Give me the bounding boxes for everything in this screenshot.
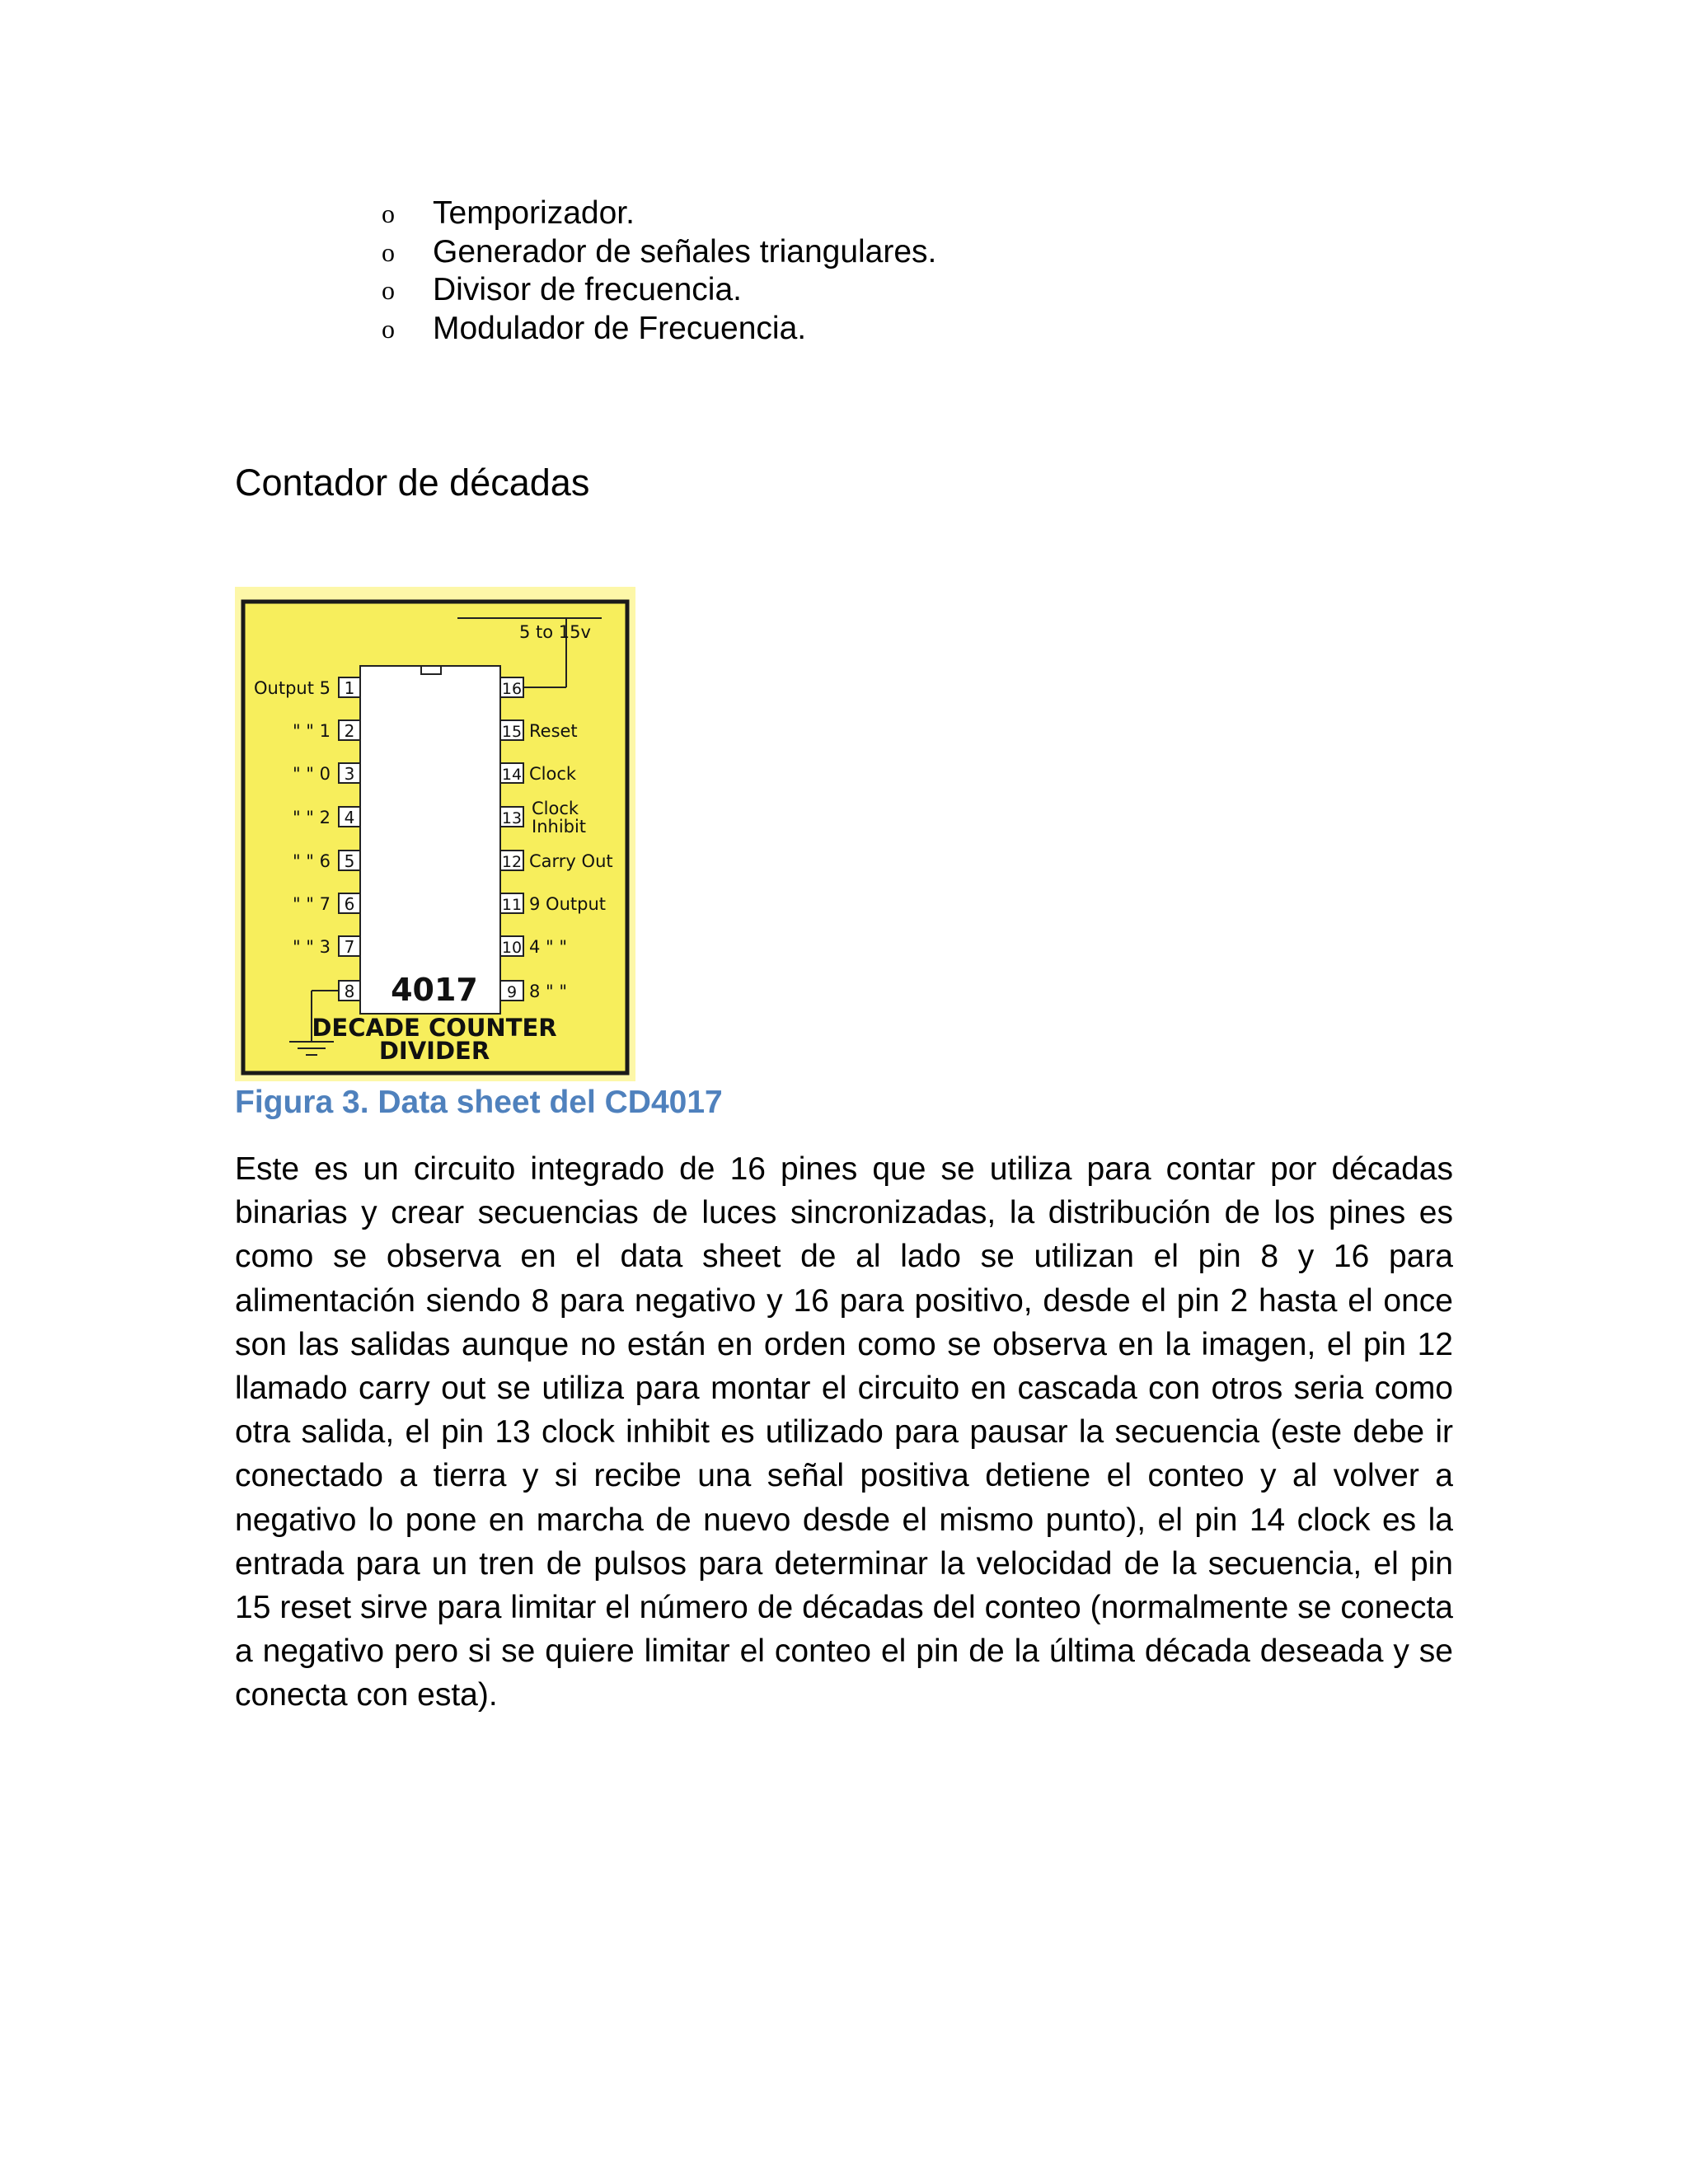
right-pin-number: 15 <box>501 723 523 741</box>
chip-number: 4017 <box>391 972 478 1008</box>
left-pin-label: " " 1 <box>292 721 331 741</box>
left-pin-label: " " 7 <box>292 894 331 914</box>
right-pin-number: 14 <box>501 766 523 784</box>
left-pin-label: Output 5 <box>254 678 331 698</box>
chip-title-line1: DECADE COUNTER <box>312 1014 557 1042</box>
right-pin-number: 12 <box>501 853 523 871</box>
cd4017-datasheet-figure <box>235 587 635 1081</box>
list-item <box>382 194 936 233</box>
body-paragraph: Este es un circuito integrado de 16 pines que se utiliza para contar por décadas binarias y crear secuencias de luces sincronizadas, la distribución de los pines es como se observa en el data sheet de al lado se utilizan el pin 8 y 16 para alimentación siendo 8 para negativo y 16 para positivo, desde el pin 2 hasta el once son las salidas aunque no están en orden como se observa en la imagen, el pin 12 llamado carry out se utiliza para montar el circuito en cascada con otros seria como otra salida, el pin 13 clock inhibit es utilizado para pausar la secuencia (este debe ir conectado a tierra y si recibe una señal positiva detiene el conteo y al volver a negativo lo pone en marcha de nuevo desde el mismo punto), el pin 14 clock es la entrada para un tren de pulsos para determinar la velocidad de la secuencia, el pin 15 reset sirve para limitar el número de décadas del conteo (normalmente se conecta a negativo pero si se quiere limitar el conteo el pin de la última década deseada y se conecta con esta). <box>235 1151 1453 1713</box>
bullet-mark: o <box>382 275 395 305</box>
left-pin-label: " " 0 <box>292 764 331 784</box>
bullet-mark: o <box>382 199 395 228</box>
right-pin-label: Clock <box>529 764 577 784</box>
right-pin-number: 13 <box>501 809 523 827</box>
right-pin-label: 9 Output <box>529 894 606 914</box>
right-pin-number: 9 <box>506 983 518 1001</box>
right-pin-label: Inhibit <box>532 817 587 837</box>
right-pin-label: 4 " " <box>529 937 568 957</box>
left-pin-number: 8 <box>344 982 355 1001</box>
left-pin-number: 7 <box>344 937 355 957</box>
left-pin-number: 6 <box>344 894 355 914</box>
list-item-text: Divisor de frecuencia. <box>433 272 742 307</box>
right-pin-label: Carry Out <box>529 851 613 871</box>
right-pin-label: 8 " " <box>529 982 568 1001</box>
left-pin-number: 4 <box>344 808 355 827</box>
list-item <box>382 271 936 310</box>
section-heading: Contador de décadas <box>235 462 590 504</box>
list-item <box>382 233 936 272</box>
right-pin-number: 10 <box>501 939 523 957</box>
right-pin-number: 11 <box>501 896 523 914</box>
figure-caption: Figura 3. Data sheet del CD4017 <box>235 1085 723 1120</box>
supply-label: 5 to 15v <box>519 622 591 642</box>
cd4017-pinout-diagram <box>235 587 635 1081</box>
left-pin-label: " " 2 <box>292 808 331 827</box>
left-pin-number: 5 <box>344 851 355 871</box>
list-item-text: Modulador de Frecuencia. <box>433 310 807 346</box>
right-pin-number: 16 <box>501 680 523 698</box>
list-item <box>382 310 936 349</box>
right-pin-label: Reset <box>529 721 578 741</box>
list-item-text: Generador de señales triangulares. <box>433 233 937 269</box>
left-pin-number: 3 <box>344 764 355 784</box>
bullet-mark: o <box>382 313 395 344</box>
list-item-text: Temporizador. <box>433 195 635 231</box>
left-pin-label: " " 3 <box>292 937 331 957</box>
chip-notch <box>421 666 441 674</box>
left-pin-number: 1 <box>344 678 355 698</box>
left-pin-number: 2 <box>344 721 355 741</box>
chip-title-line2: DIVIDER <box>378 1037 490 1065</box>
chip-body <box>360 666 500 1014</box>
right-pin-label: Clock <box>532 799 579 818</box>
bullet-list <box>382 194 936 348</box>
bullet-mark: o <box>382 237 395 267</box>
left-pin-label: " " 6 <box>292 851 331 871</box>
